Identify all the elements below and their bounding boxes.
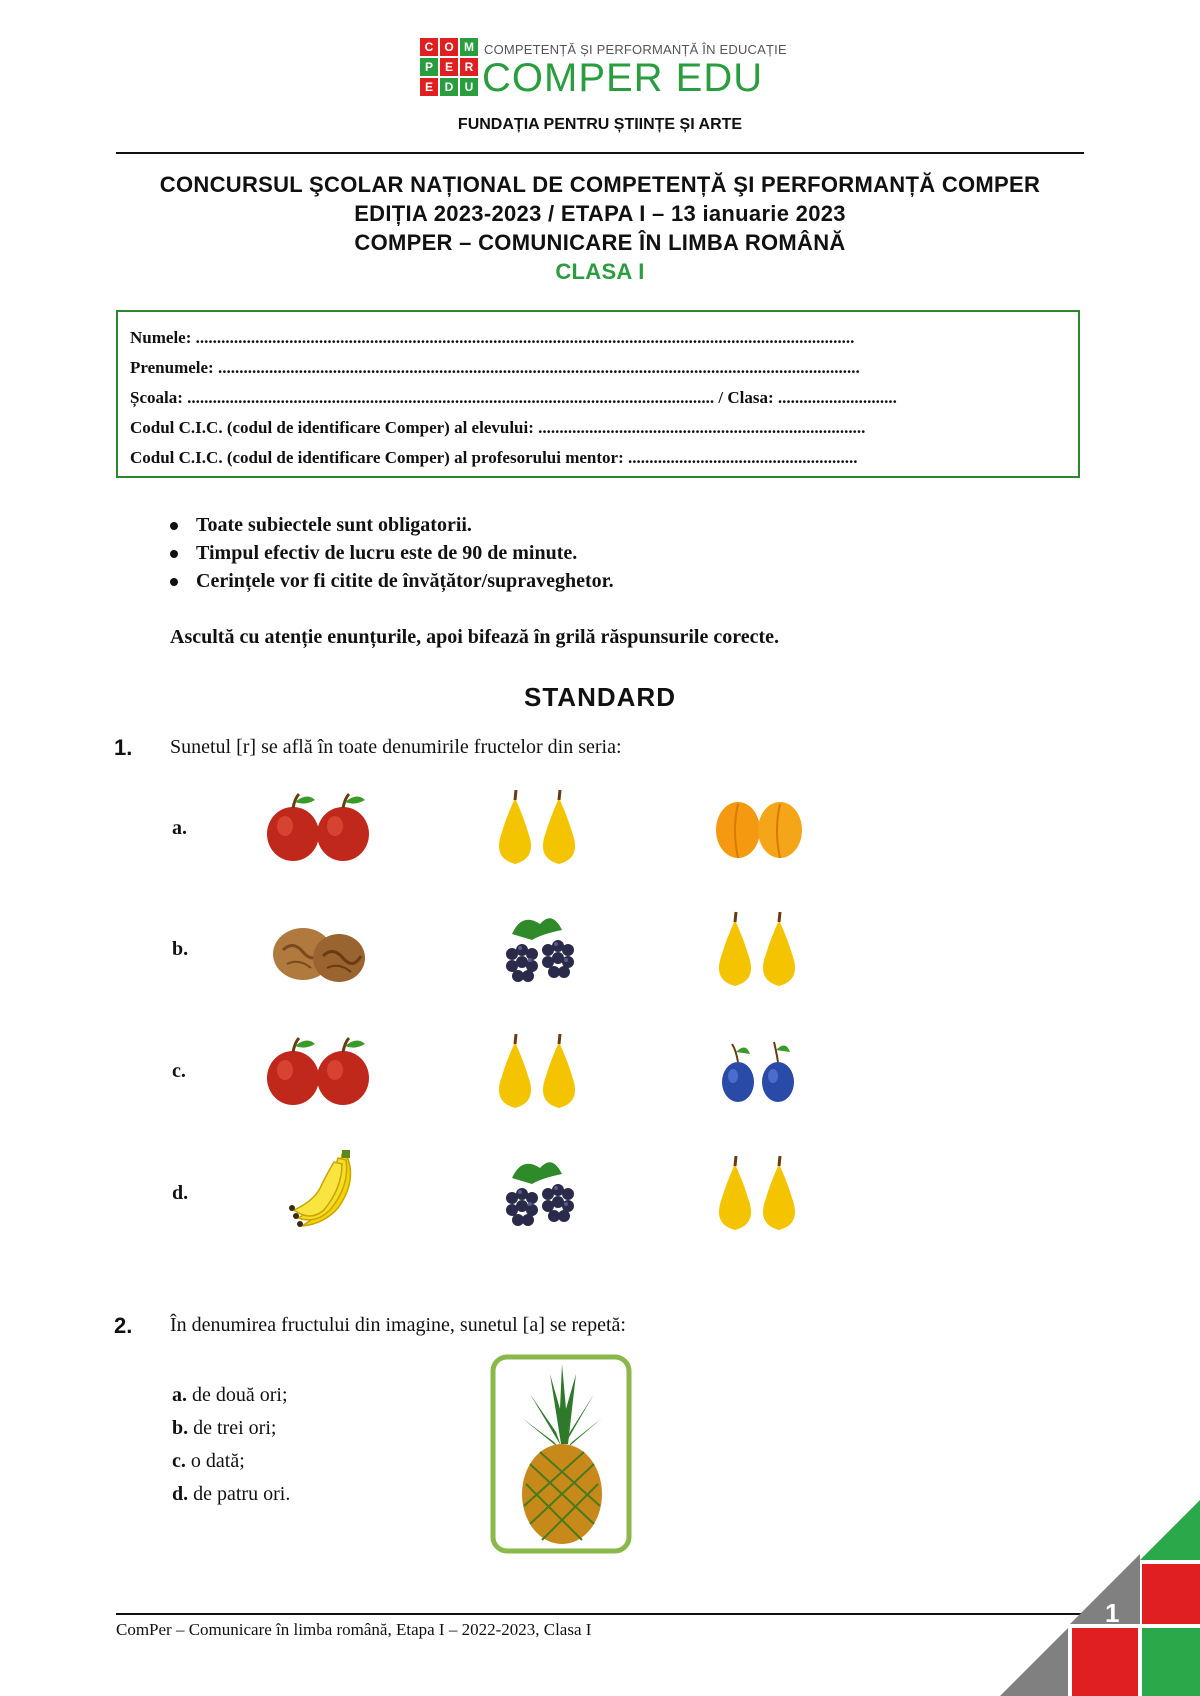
corner-decoration bbox=[1000, 1500, 1200, 1696]
logo-brand: COMPER EDU bbox=[482, 56, 764, 100]
logo-square: R bbox=[460, 58, 478, 76]
bullet-icon bbox=[170, 550, 178, 558]
header-divider bbox=[116, 152, 1084, 154]
footer-divider bbox=[116, 1613, 1096, 1615]
bullet-icon bbox=[170, 578, 178, 586]
logo-square: E bbox=[440, 58, 458, 76]
logo-square: O bbox=[440, 38, 458, 56]
instruction-text: Ascultă cu atenție enunțurile, apoi bifează în grilă răspunsurile corecte. bbox=[170, 626, 780, 648]
apples-icon bbox=[263, 1032, 373, 1112]
option-label: b. bbox=[172, 1417, 189, 1439]
contest-edition: EDIȚIA 2023-2023 / ETAPA I – 13 ianuarie 2023 bbox=[354, 201, 846, 226]
student-info-box bbox=[116, 310, 1080, 478]
logo-tagline: COMPETENȚĂ ȘI PERFORMANȚĂ ÎN EDUCAȚIE bbox=[484, 42, 787, 57]
bullet-icon bbox=[170, 522, 178, 530]
apricots-icon bbox=[702, 788, 812, 868]
blackberries-icon bbox=[482, 1154, 592, 1234]
blackberries-icon bbox=[482, 910, 592, 990]
option-text: de două ori; bbox=[192, 1384, 288, 1406]
page-number: 1 bbox=[1105, 1598, 1120, 1628]
question-1-option-label[interactable]: a. bbox=[172, 817, 187, 839]
pineapple-icon bbox=[490, 1354, 632, 1554]
option-label: d. bbox=[172, 1483, 189, 1505]
rule-text: Toate subiectele sunt obligatorii. bbox=[196, 514, 472, 536]
logo-square: P bbox=[420, 58, 438, 76]
question-2-option[interactable] bbox=[172, 1417, 276, 1440]
pears-icon bbox=[482, 1032, 592, 1112]
rule-text: Timpul efectiv de lucru este de 90 de minute. bbox=[196, 542, 578, 564]
rule-item bbox=[170, 542, 577, 565]
option-text: de patru ori. bbox=[193, 1483, 291, 1505]
question-2-option[interactable] bbox=[172, 1483, 290, 1506]
student-name-field[interactable]: Numele: ........................................................................................................................................................... bbox=[130, 328, 855, 347]
contest-subject: COMPER – COMUNICARE ÎN LIMBA ROMÂNĂ bbox=[354, 230, 846, 255]
question-1-option-label[interactable]: c. bbox=[172, 1060, 186, 1082]
student-cic-field[interactable]: Codul C.I.C. (codul de identificare Comper) al elevului: ............................................................................. bbox=[130, 418, 866, 437]
foundation-name: FUNDAȚIA PENTRU ȘTIINȚE ȘI ARTE bbox=[457, 116, 743, 133]
pears-icon bbox=[482, 788, 592, 868]
logo-square: M bbox=[460, 38, 478, 56]
option-label: c. bbox=[172, 1450, 186, 1472]
footer-text: ComPer – Comunicare în limba română, Etapa I – 2022-2023, Clasa I bbox=[116, 1620, 592, 1639]
question-1-option-label[interactable]: d. bbox=[172, 1182, 189, 1204]
question-1-text: Sunetul [r] se află în toate denumirile fructelor din seria: bbox=[170, 736, 622, 758]
question-1-option-label[interactable]: b. bbox=[172, 938, 189, 960]
option-text: de trei ori; bbox=[193, 1417, 277, 1439]
student-first-name-field[interactable]: Prenumele: ....................................................................................................................................................... bbox=[130, 358, 860, 377]
rule-item bbox=[170, 514, 472, 537]
section-title: STANDARD bbox=[524, 682, 676, 712]
school-class-field[interactable]: Școala: ............................................................................................................................ / Clasa: ............................ bbox=[130, 388, 897, 407]
question-2-number: 2. bbox=[114, 1313, 133, 1338]
pears-icon bbox=[702, 1154, 812, 1234]
rule-text: Cerințele vor fi citite de învățător/supraveghetor. bbox=[196, 570, 614, 592]
bananas-icon bbox=[272, 1150, 382, 1230]
question-1-number: 1. bbox=[114, 735, 133, 760]
apples-icon bbox=[263, 788, 373, 868]
question-2-option[interactable] bbox=[172, 1384, 288, 1407]
pears-icon bbox=[702, 910, 812, 990]
logo-square: C bbox=[420, 38, 438, 56]
rule-item bbox=[170, 570, 614, 593]
logo-square: U bbox=[460, 78, 478, 96]
walnuts-icon bbox=[263, 910, 373, 990]
contest-title: CONCURSUL ŞCOLAR NAȚIONAL DE COMPETENȚĂ ŞI PERFORMANȚĂ COMPER bbox=[159, 172, 1041, 197]
logo-square: D bbox=[440, 78, 458, 96]
option-text: o dată; bbox=[190, 1450, 245, 1472]
plums-icon bbox=[702, 1032, 812, 1112]
option-label: a. bbox=[172, 1384, 187, 1406]
question-2-option[interactable] bbox=[172, 1450, 245, 1473]
teacher-cic-field[interactable]: Codul C.I.C. (codul de identificare Comper) al profesorului mentor: ...................................................... bbox=[130, 448, 858, 467]
contest-class: CLASA I bbox=[555, 259, 645, 284]
logo-square: E bbox=[420, 78, 438, 96]
question-2-text: În denumirea fructului din imagine, sunetul [a] se repetă: bbox=[170, 1314, 626, 1336]
